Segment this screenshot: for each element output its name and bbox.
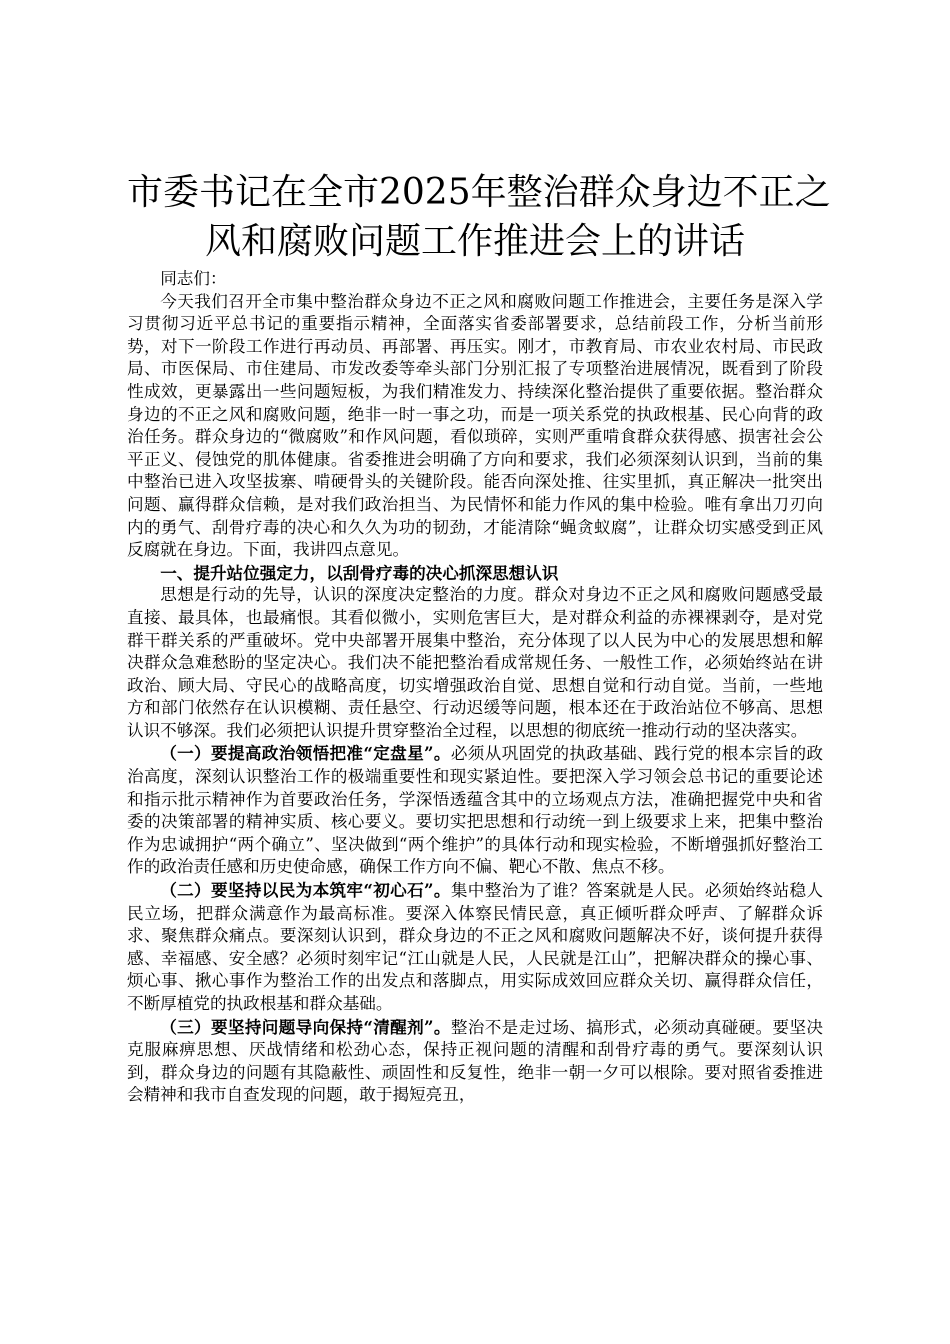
subsection-2-paragraph [127,879,823,1016]
intro-paragraph: 今天我们召开全市集中整治群众身边不正之风和腐败问题工作推进会，主要任务是深入学习贯彻习近平总书记的重要指示精神，全面落实省委部署要求，总结前段工作，分析当前形势，对下一阶段工作进行再动员、再部署、再压实。刚才，市教育局、市农业农村局、市民政局、市医保局、市住建局、市发改委等牵头部门分别汇报了专项整治进展情况，既看到了阶段性成效，更暴露出一些问题短板，为我们精准发力、持续深化整治提供了重要依据。整治群众身边的不正之风和腐败问题，绝非一时一事之功，而是一项关系党的执政根基、民心向背的政治任务。群众身边的“微腐败”和作风问题，看似琐碎，实则严重啃食群众获得感、损害社会公平正义、侵蚀党的肌体健康。省委推进会明确了方向和要求，我们必须深刻认识到，当前的集中整治已进入攻坚拔寨、啃硬骨头的关键阶段。能否向深处推、往实里抓，真正解决一批突出问题、赢得群众信赖，是对我们政治担当、为民情怀和能力作风的集中检验。唯有拿出刀刃向内的勇气、刮骨疗毒的决心和久久为功的韧劲，才能清除“蝇贪蚁腐”，让群众切实感受到正风反腐就在身边。下面，我讲四点意见。 [127,291,823,560]
subsection-3-paragraph [127,1016,823,1107]
subsection-1-paragraph [127,742,823,879]
document-body [127,268,823,1107]
title-line-1: 市委书记在全市2025年整治群众身边不正之 [127,172,831,213]
subsection-3-heading: （三）要坚持问题导向保持“清醒剂”。 [160,1016,451,1037]
salutation: 同志们： [160,269,227,288]
title-line-2: 风和腐败问题工作推进会上的讲话 [204,221,745,262]
document-title [127,168,831,266]
subsection-1-text: 必须从巩固党的执政基础、践行党的根本宗旨的政治高度，深刻认识整治工作的极端重要性和现实紧迫性。要把深入学习领会总书记的重要论述和指示批示精神作为首要政治任务，学深悟透蕴含其中的立场观点方法，准确把握党中央和省委的决策部署的精神实质、核心要义。要切实把思想和行动统一到上级要求上来，把集中整治作为忠诚拥护“两个确立”、坚决做到“两个维护”的具体行动和现实检验，不断增强抓好整治工作的政治责任感和历史使命感，确保工作方向不偏、靶心不散、焦点不移。 [127,744,824,877]
section-1-paragraph: 思想是行动的先导，认识的深度决定整治的力度。群众对身边不正之风和腐败问题感受最直接、最具体，也最痛恨。其看似微小，实则危害巨大，是对群众利益的赤裸裸剥夺，是对党群干群关系的严重破坏。党中央部署开展集中整治，充分体现了以人民为中心的发展思想和解决群众急难愁盼的坚定决心。我们决不能把整治看成常规任务、一般性工作，必须始终站在讲政治、顾大局、守民心的战略高度，切实增强政治自觉、思想自觉和行动自觉。当前，一些地方和部门依然存在认识模糊、责任悬空、行动迟缓等问题，根本还在于政治站位不够高、思想认识不够深。我们必须把认识提升贯穿整治全过程，以思想的彻底统一推动行动的坚决落实。 [127,585,823,740]
document-page [127,168,831,1107]
subsection-3-text: 整治不是走过场、搞形式，必须动真碰硬。要坚决克服麻痹思想、厌战情绪和松劲心态，保持正视问题的清醒和刮骨疗毒的勇气。要深刻认识到，群众身边的问题有其隐蔽性、顽固性和反复性，绝非一朝一夕可以根除。要对照省委推进会精神和我市自查发现的问题，敢于揭短亮丑， [127,1017,824,1105]
subsection-2-heading: （二）要坚持以民为本筑牢“初心石”。 [160,880,451,901]
section-1-heading: 一、提升站位强定力，以刮骨疗毒的决心抓深思想认识 [160,562,559,583]
subsection-1-heading: （一）要提高政治领悟把准“定盘星”。 [160,743,451,764]
subsection-2-text: 集中整治为了谁？答案就是人民。必须始终站稳人民立场，把群众满意作为最高标准。要深入体察民情民意，真正倾听群众呼声、了解群众诉求、聚焦群众痛点。要深刻认识到，群众身边的不正之风和腐败问题解决不好，谈何提升获得感、幸福感、安全感？必须时刻牢记“江山就是人民，人民就是江山”，把解决群众的操心事、烦心事、揪心事作为整治工作的出发点和落脚点，用实际成效回应群众关切、赢得群众信任，不断厚植党的执政根基和群众基础。 [127,881,824,1013]
